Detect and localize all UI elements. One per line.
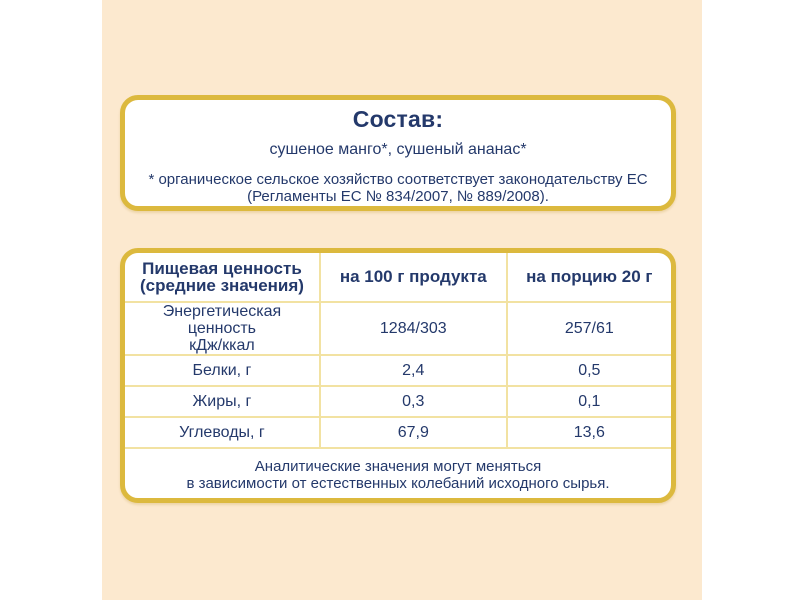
analytical-note-line2: в зависимости от естественных колебаний исходного сырья.	[186, 474, 610, 492]
carbs-per-100g: 67,9	[320, 417, 507, 448]
nutrition-table	[125, 253, 671, 449]
fat-per-100g: 0,3	[320, 386, 507, 417]
protein-per-100g: 2,4	[320, 355, 507, 386]
organic-footnote	[133, 171, 663, 205]
energy-per-100g: 1284/303	[320, 302, 507, 355]
analytical-note-line1: Аналитические значения могут меняться	[254, 457, 542, 475]
table-row-fat	[125, 386, 671, 417]
table-row-carbs	[125, 417, 671, 448]
table-row-energy	[125, 302, 671, 355]
protein-label: Белки, г	[125, 355, 320, 386]
analytical-note	[125, 449, 671, 500]
composition-title: Состав:	[352, 106, 444, 132]
organic-footnote-line1: * органическое сельское хозяйство соответствует законодательству ЕС	[148, 171, 648, 188]
label-panel	[102, 0, 702, 600]
protein-per-portion: 0,5	[578, 361, 601, 379]
table-row-protein	[125, 355, 671, 386]
fat-label: Жиры, г	[125, 386, 320, 417]
nutrition-header-row	[125, 253, 671, 302]
energy-label: Энергетическая ценность кДж/ккал	[125, 302, 320, 355]
carbs-label: Углеводы, г	[125, 417, 320, 448]
ingredients-text: сушеное манго*, сушеный ананас*	[269, 141, 527, 158]
composition-card	[120, 95, 676, 211]
header-cell-per-portion: на порцию 20 г	[526, 267, 653, 286]
organic-footnote-line2: (Регламенты ЕС № 834/2007, № 889/2008).	[247, 188, 549, 205]
header-cell-nutrition-facts: Пищевая ценность (средние значения)	[125, 253, 320, 302]
header-cell-per-100g: на 100 г продукта	[320, 253, 507, 302]
carbs-per-portion: 13,6	[573, 423, 605, 441]
energy-per-portion: 257/61	[564, 319, 614, 337]
fat-per-portion: 0,1	[578, 392, 601, 410]
nutrition-card	[120, 248, 676, 503]
